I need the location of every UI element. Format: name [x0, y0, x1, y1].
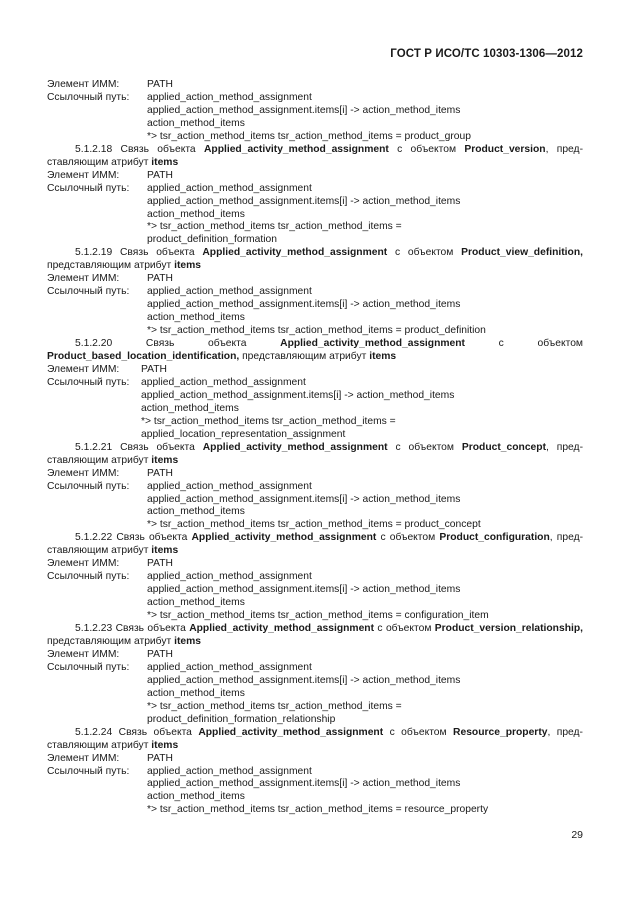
heading-text: с объектом	[376, 532, 440, 544]
path-line: *> tsr_action_method_items tsr_action_method_items = resource_property	[147, 804, 489, 816]
path-row	[47, 286, 583, 299]
section-heading	[47, 247, 583, 273]
path-row	[47, 571, 583, 584]
entity-name: Applied_activity_method_assignment	[189, 623, 375, 635]
path-line: *> tsr_action_method_items tsr_action_method_items = configuration_item	[147, 610, 489, 622]
entity-name: Applied_activity_method_assignment	[191, 532, 377, 544]
path-line: action_method_items	[147, 687, 245, 699]
element-row	[47, 79, 583, 92]
element-row	[47, 273, 583, 286]
path-line: *> tsr_action_method_items tsr_action_method_items = product_concept	[147, 519, 481, 531]
path-line: applied_action_method_assignment.items[i] -> action_method_items	[147, 778, 461, 790]
element-label: Элемент ИММ:	[47, 363, 120, 375]
heading-text: с объектом	[383, 726, 454, 738]
target-name: Resource_property	[453, 726, 548, 738]
page-number: 29	[571, 829, 583, 841]
path-line: applied_action_method_assignment.items[i] -> action_method_items	[147, 104, 461, 116]
entity-name: Applied_activity_method_assignment	[280, 338, 465, 350]
element-value: PATH	[147, 558, 173, 570]
path-line: action_method_items	[147, 506, 245, 518]
target-name: Product_concept	[461, 441, 546, 453]
path-line: applied_action_method_assignment	[147, 571, 312, 583]
heading-text: с объектом	[388, 143, 465, 155]
path-line: action_method_items	[147, 117, 245, 129]
attribute-name: items	[174, 260, 201, 272]
path-line: action_method_items	[147, 597, 245, 609]
element-value: PATH	[147, 79, 173, 90]
path-line: product_definition_formation_relationship	[147, 713, 336, 725]
path-label: Ссылочный путь:	[47, 91, 130, 103]
path-line: applied_action_method_assignment	[147, 182, 312, 194]
path-row	[47, 481, 583, 494]
heading-text: представляющим атрибут	[239, 351, 370, 363]
path-line: applied_action_method_assignment.items[i] -> action_method_items	[147, 299, 461, 311]
path-label: Ссылочный путь:	[47, 571, 130, 583]
attribute-name: items	[151, 454, 179, 466]
heading-text: Связь объекта	[112, 143, 204, 155]
section-number: 5.1.2.19	[75, 247, 113, 259]
heading-text: Связь объекта	[112, 338, 281, 350]
path-row	[47, 766, 583, 779]
target-name: Product_version_relationship,	[434, 623, 583, 635]
path-line: applied_action_method_assignment.items[i] -> action_method_items	[147, 195, 461, 207]
entity-name: Applied_activity_method_assignment	[203, 143, 389, 155]
element-row	[47, 364, 583, 377]
heading-text: представляющим атрибут	[47, 260, 175, 272]
heading-text: , пред-ставляющим атрибут	[47, 726, 583, 751]
element-row	[47, 753, 583, 766]
attribute-name: items	[369, 351, 397, 363]
heading-text: Связь объекта	[112, 726, 199, 738]
attribute-name: items	[151, 156, 179, 168]
path-line: applied_action_method_assignment	[141, 376, 306, 388]
entity-name: Applied_activity_method_assignment	[202, 441, 388, 453]
target-name: Product_based_location_identification,	[47, 351, 240, 363]
path-row	[47, 377, 583, 390]
element-value: PATH	[141, 363, 167, 375]
entity-name: Applied_activity_method_assignment	[202, 247, 388, 259]
heading-text: Связь объекта	[112, 623, 190, 635]
heading-text: с объектом	[387, 247, 462, 259]
attribute-name: items	[151, 739, 179, 751]
path-label: Ссылочный путь:	[47, 182, 130, 194]
element-value: PATH	[147, 648, 173, 660]
heading-text: с объектом	[374, 623, 435, 635]
path-label: Ссылочный путь:	[47, 286, 130, 298]
document-body	[47, 79, 583, 817]
path-line: applied_action_method_assignment	[147, 91, 312, 103]
section-heading	[47, 442, 583, 468]
mapping-block-intro	[47, 79, 583, 144]
page-header: ГОСТ Р ИСО/ТС 10303-1306—2012	[390, 48, 583, 60]
path-line: *> tsr_action_method_items tsr_action_method_items =	[141, 415, 396, 427]
mapping-section-5-1-2-18	[47, 144, 583, 248]
element-row	[47, 170, 583, 183]
path-line: action_method_items	[147, 312, 245, 324]
element-value: PATH	[147, 273, 173, 285]
attribute-name: items	[151, 545, 179, 557]
mapping-section-5-1-2-19	[47, 247, 583, 338]
mapping-section-5-1-2-20	[47, 338, 583, 442]
path-row	[47, 183, 583, 196]
path-row	[47, 92, 583, 105]
path-label: Ссылочный путь:	[47, 765, 130, 777]
element-label: Элемент ИММ:	[47, 558, 120, 570]
element-value: PATH	[147, 169, 173, 181]
path-row	[47, 662, 583, 675]
heading-text: с объектом	[464, 338, 583, 350]
path-line: applied_action_method_assignment	[147, 765, 312, 777]
path-line: *> tsr_action_method_items tsr_action_method_items =	[147, 221, 402, 233]
element-value: PATH	[147, 467, 173, 479]
section-number: 5.1.2.21	[75, 441, 113, 453]
heading-text: представляющим атрибут	[47, 635, 175, 647]
element-value: PATH	[147, 752, 173, 764]
heading-text: , пред-ставляющим атрибут	[47, 441, 583, 466]
attribute-name: items	[174, 635, 201, 647]
section-heading	[47, 727, 583, 753]
path-line: *> tsr_action_method_items tsr_action_method_items =	[147, 700, 402, 712]
element-label: Элемент ИММ:	[47, 648, 120, 660]
section-heading	[47, 623, 583, 649]
heading-text: , пред-ставляющим атрибут	[47, 143, 583, 168]
mapping-section-5-1-2-24	[47, 727, 583, 818]
heading-text: Связь объекта	[112, 247, 203, 259]
target-name: Product_view_definition,	[461, 247, 583, 259]
element-label: Элемент ИММ:	[47, 273, 120, 285]
mapping-section-5-1-2-23	[47, 623, 583, 727]
section-heading	[47, 338, 583, 364]
element-label: Элемент ИММ:	[47, 752, 120, 764]
path-line: action_method_items	[147, 791, 245, 803]
section-number: 5.1.2.18	[75, 143, 113, 155]
section-number: 5.1.2.24	[75, 726, 113, 738]
path-line: *> tsr_action_method_items tsr_action_method_items = product_group	[147, 130, 471, 142]
path-line: action_method_items	[141, 402, 239, 414]
section-heading	[47, 144, 583, 170]
heading-text: Связь объекта	[112, 441, 203, 453]
path-line: action_method_items	[147, 208, 245, 220]
heading-text: с объектом	[387, 441, 462, 453]
heading-text: , пред-ставляющим атрибут	[47, 532, 584, 557]
heading-text: Связь объекта	[112, 532, 192, 544]
element-label: Элемент ИММ:	[47, 79, 120, 90]
path-line: applied_action_method_assignment	[147, 661, 312, 673]
mapping-section-5-1-2-21	[47, 442, 583, 533]
element-row	[47, 558, 583, 571]
section-heading	[47, 532, 583, 558]
section-number: 5.1.2.22	[75, 532, 113, 544]
section-number: 5.1.2.20	[75, 338, 113, 350]
path-line: applied_action_method_assignment.items[i] -> action_method_items	[147, 674, 461, 686]
element-row	[47, 468, 583, 481]
path-line: applied_action_method_assignment.items[i] -> action_method_items	[147, 493, 461, 505]
path-line: applied_action_method_assignment	[147, 480, 312, 492]
path-line: applied_action_method_assignment.items[i] -> action_method_items	[147, 584, 461, 596]
section-number: 5.1.2.23	[75, 623, 113, 635]
path-line: applied_action_method_assignment	[147, 286, 312, 298]
mapping-section-5-1-2-22	[47, 532, 583, 623]
path-label: Ссылочный путь:	[47, 480, 130, 492]
path-line: product_definition_formation	[147, 234, 277, 246]
path-line: *> tsr_action_method_items tsr_action_method_items = product_definition	[147, 325, 486, 337]
target-name: Product_version	[464, 143, 546, 155]
entity-name: Applied_activity_method_assignment	[198, 726, 384, 738]
path-label: Ссылочный путь:	[47, 661, 130, 673]
element-label: Элемент ИММ:	[47, 467, 120, 479]
element-label: Элемент ИММ:	[47, 169, 120, 181]
path-line: applied_location_representation_assignment	[141, 428, 346, 440]
path-label: Ссылочный путь:	[47, 376, 130, 388]
element-row	[47, 649, 583, 662]
path-line: applied_action_method_assignment.items[i] -> action_method_items	[141, 389, 455, 401]
target-name: Product_configuration	[439, 532, 550, 544]
